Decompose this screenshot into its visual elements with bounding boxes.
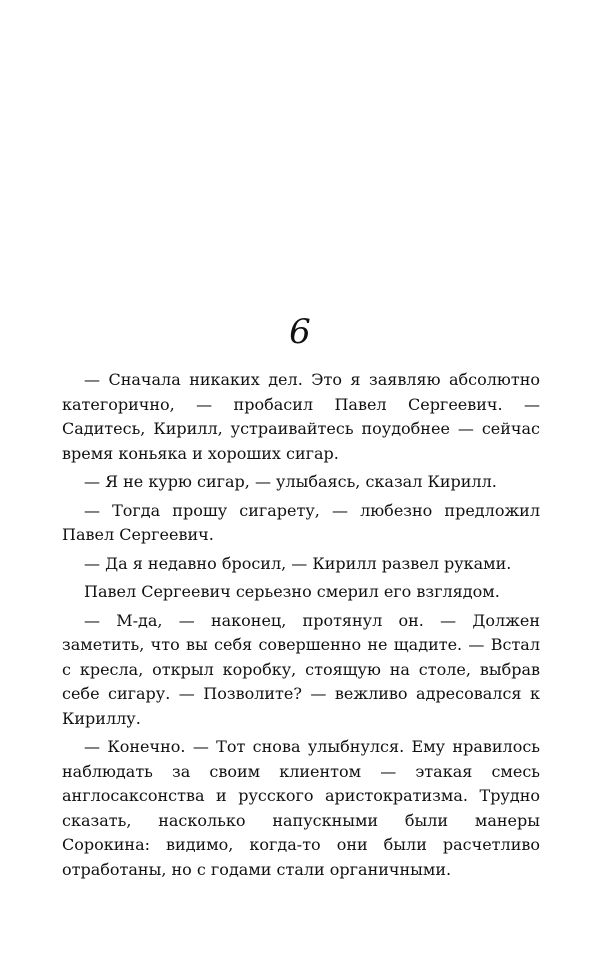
paragraph: — Сначала никаких дел. Это я заявляю абсолютно категорично, — пробасил Павел Сергеевич. — Садитесь, Кирилл, устраивайтесь поудобнее — сейчас время коньяка и хороших сигар. [62, 370, 540, 463]
chapter-number: 6 [289, 312, 311, 352]
paragraph: — М-да, — наконец, протянул он. — Должен заметить, что вы себя совершенно не щадите. — Встал с кресла, открыл коробку, стоящую на столе, выбрав себе сигару. — Позволите? — вежливо адресовался к Кириллу. [62, 610, 540, 728]
paragraph: — Тогда прошу сигарету, — любезно предложил Павел Сергеевич. [62, 500, 540, 544]
paragraph: — Да я недавно бросил, — Кирилл развел руками. [84, 553, 512, 573]
paragraph: — Я не курю сигар, — улыбаясь, сказал Кирилл. [84, 472, 497, 491]
paragraph: — Конечно. — Тот снова улыбнулся. Ему нравилось наблюдать за своим клиентом — этакая смесь англосаксонства и русского аристократизма. Трудно сказать, насколько напускными были манеры Сорокина: видимо, когда-то они были расчетливо отработаны, но с годами стали органичными. [62, 737, 540, 879]
chapter-text [62, 368, 540, 886]
paragraph: Павел Сергеевич серьезно смерил его взглядом. [84, 582, 500, 601]
